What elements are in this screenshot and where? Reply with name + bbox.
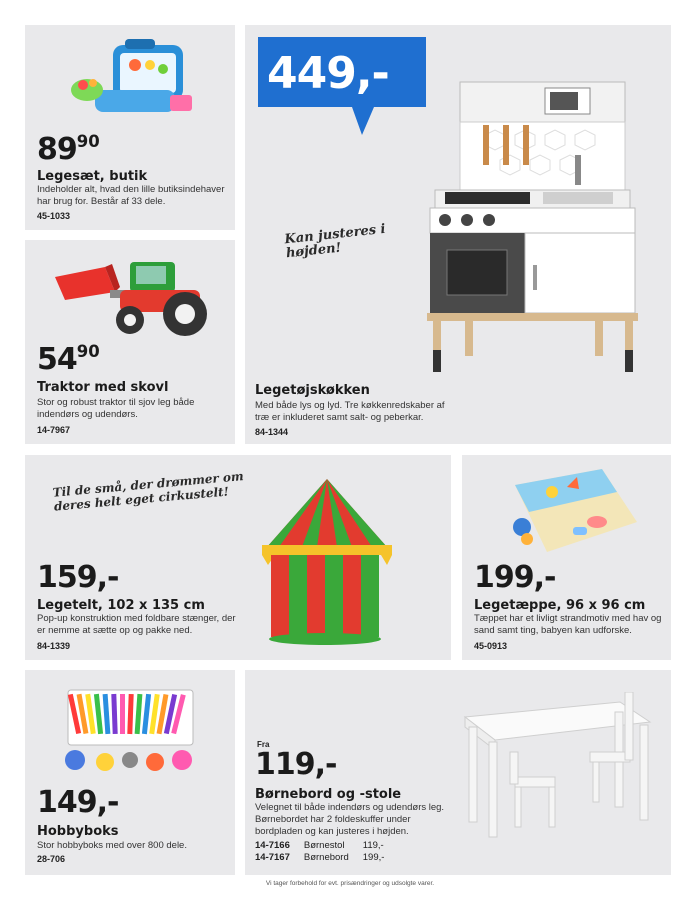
product-card-play-mat[interactable] xyxy=(462,455,671,660)
price-main: 54 xyxy=(37,342,77,377)
toy-kitchen-image xyxy=(425,80,640,380)
product-title: Traktor med skovl xyxy=(37,380,169,395)
play-mat-image xyxy=(507,467,642,567)
product-description: Tæppet har et livligt strandmotiv med hav og sand samt ting, babyen kan udforske. xyxy=(474,613,662,636)
variant-price: 199,- xyxy=(362,852,385,863)
from-label: Fra xyxy=(257,740,270,749)
hobby-box-image xyxy=(50,680,210,780)
product-card-hobby-box[interactable] xyxy=(25,670,235,875)
disclaimer: Vi tager forbehold for evt. prisændringer og udsolgte varer. xyxy=(265,880,435,887)
product-sku: 84-1344 xyxy=(255,427,289,437)
product-title: Børnebord og -stole xyxy=(255,787,402,802)
variant-name: Børnestol xyxy=(303,840,345,851)
variant-name: Børnebord xyxy=(303,852,349,863)
price-badge-text: 449,- xyxy=(267,48,389,99)
product-description: Indeholder alt, hvad den lille butiksindehaver har brug for. Består af 33 dele. xyxy=(37,184,225,207)
product-sku: 84-1339 xyxy=(37,641,71,651)
product-tagline: Til de små, der drømmer om deres helt eget cirkustelt! xyxy=(52,469,245,514)
price: 149,- xyxy=(37,785,119,820)
product-title: Legetæppe, 96 x 96 cm xyxy=(474,598,646,613)
variant-row xyxy=(255,852,398,864)
product-sku: 45-0913 xyxy=(474,641,508,651)
product-sku: 45-1033 xyxy=(37,211,71,221)
play-tent-image xyxy=(257,477,397,647)
kids-table-chairs-image xyxy=(455,692,655,842)
product-card-tractor[interactable] xyxy=(25,240,235,444)
product-description: Velegnet til både indendørs og udendørs leg. Børnebordet har 2 foldeskuffer under bordpladen og kan justeres i højden. xyxy=(255,802,445,837)
product-card-tent[interactable] xyxy=(25,455,451,660)
product-card-kitchen[interactable] xyxy=(245,25,671,444)
product-title: Legetelt, 102 x 135 cm xyxy=(37,598,205,613)
product-sku: 14-7967 xyxy=(37,425,71,435)
price: 199,- xyxy=(474,560,556,595)
product-title: Legetøjskøkken xyxy=(255,383,370,398)
price xyxy=(37,342,100,377)
variant-row xyxy=(255,840,398,852)
variant-price-list xyxy=(255,840,398,864)
price-cents: 90 xyxy=(76,132,100,152)
product-description: Stor og robust traktor til sjov leg både indendørs og udendørs. xyxy=(37,397,195,420)
price-main: 89 xyxy=(37,132,77,167)
price: 159,- xyxy=(37,560,119,595)
tractor-image xyxy=(50,252,215,342)
product-card-table-chairs[interactable] xyxy=(245,670,671,875)
price xyxy=(37,132,100,167)
product-title: Hobbyboks xyxy=(37,824,119,839)
product-title: Legesæt, butik xyxy=(37,169,148,184)
product-description: Pop-up konstruktion med foldbare stænger, der er nemme at sætte op og pakke ned. xyxy=(37,613,236,636)
shop-playset-image xyxy=(65,35,205,125)
product-tagline: Kan justeres i højden! xyxy=(283,221,387,262)
variant-code: 14-7167 xyxy=(255,852,290,863)
price-cents: 90 xyxy=(76,342,100,362)
product-sku: 28-706 xyxy=(37,854,66,864)
product-description: Med både lys og lyd. Tre køkkenredskaber af træ er inkluderet samt salt- og peberkar. xyxy=(255,400,445,423)
variant-price: 119,- xyxy=(362,840,384,851)
variant-code: 14-7166 xyxy=(255,840,290,851)
product-card-shop-set[interactable] xyxy=(25,25,235,230)
product-description: Stor hobbyboks med over 800 dele. xyxy=(37,840,187,851)
price: 119,- xyxy=(255,747,337,782)
